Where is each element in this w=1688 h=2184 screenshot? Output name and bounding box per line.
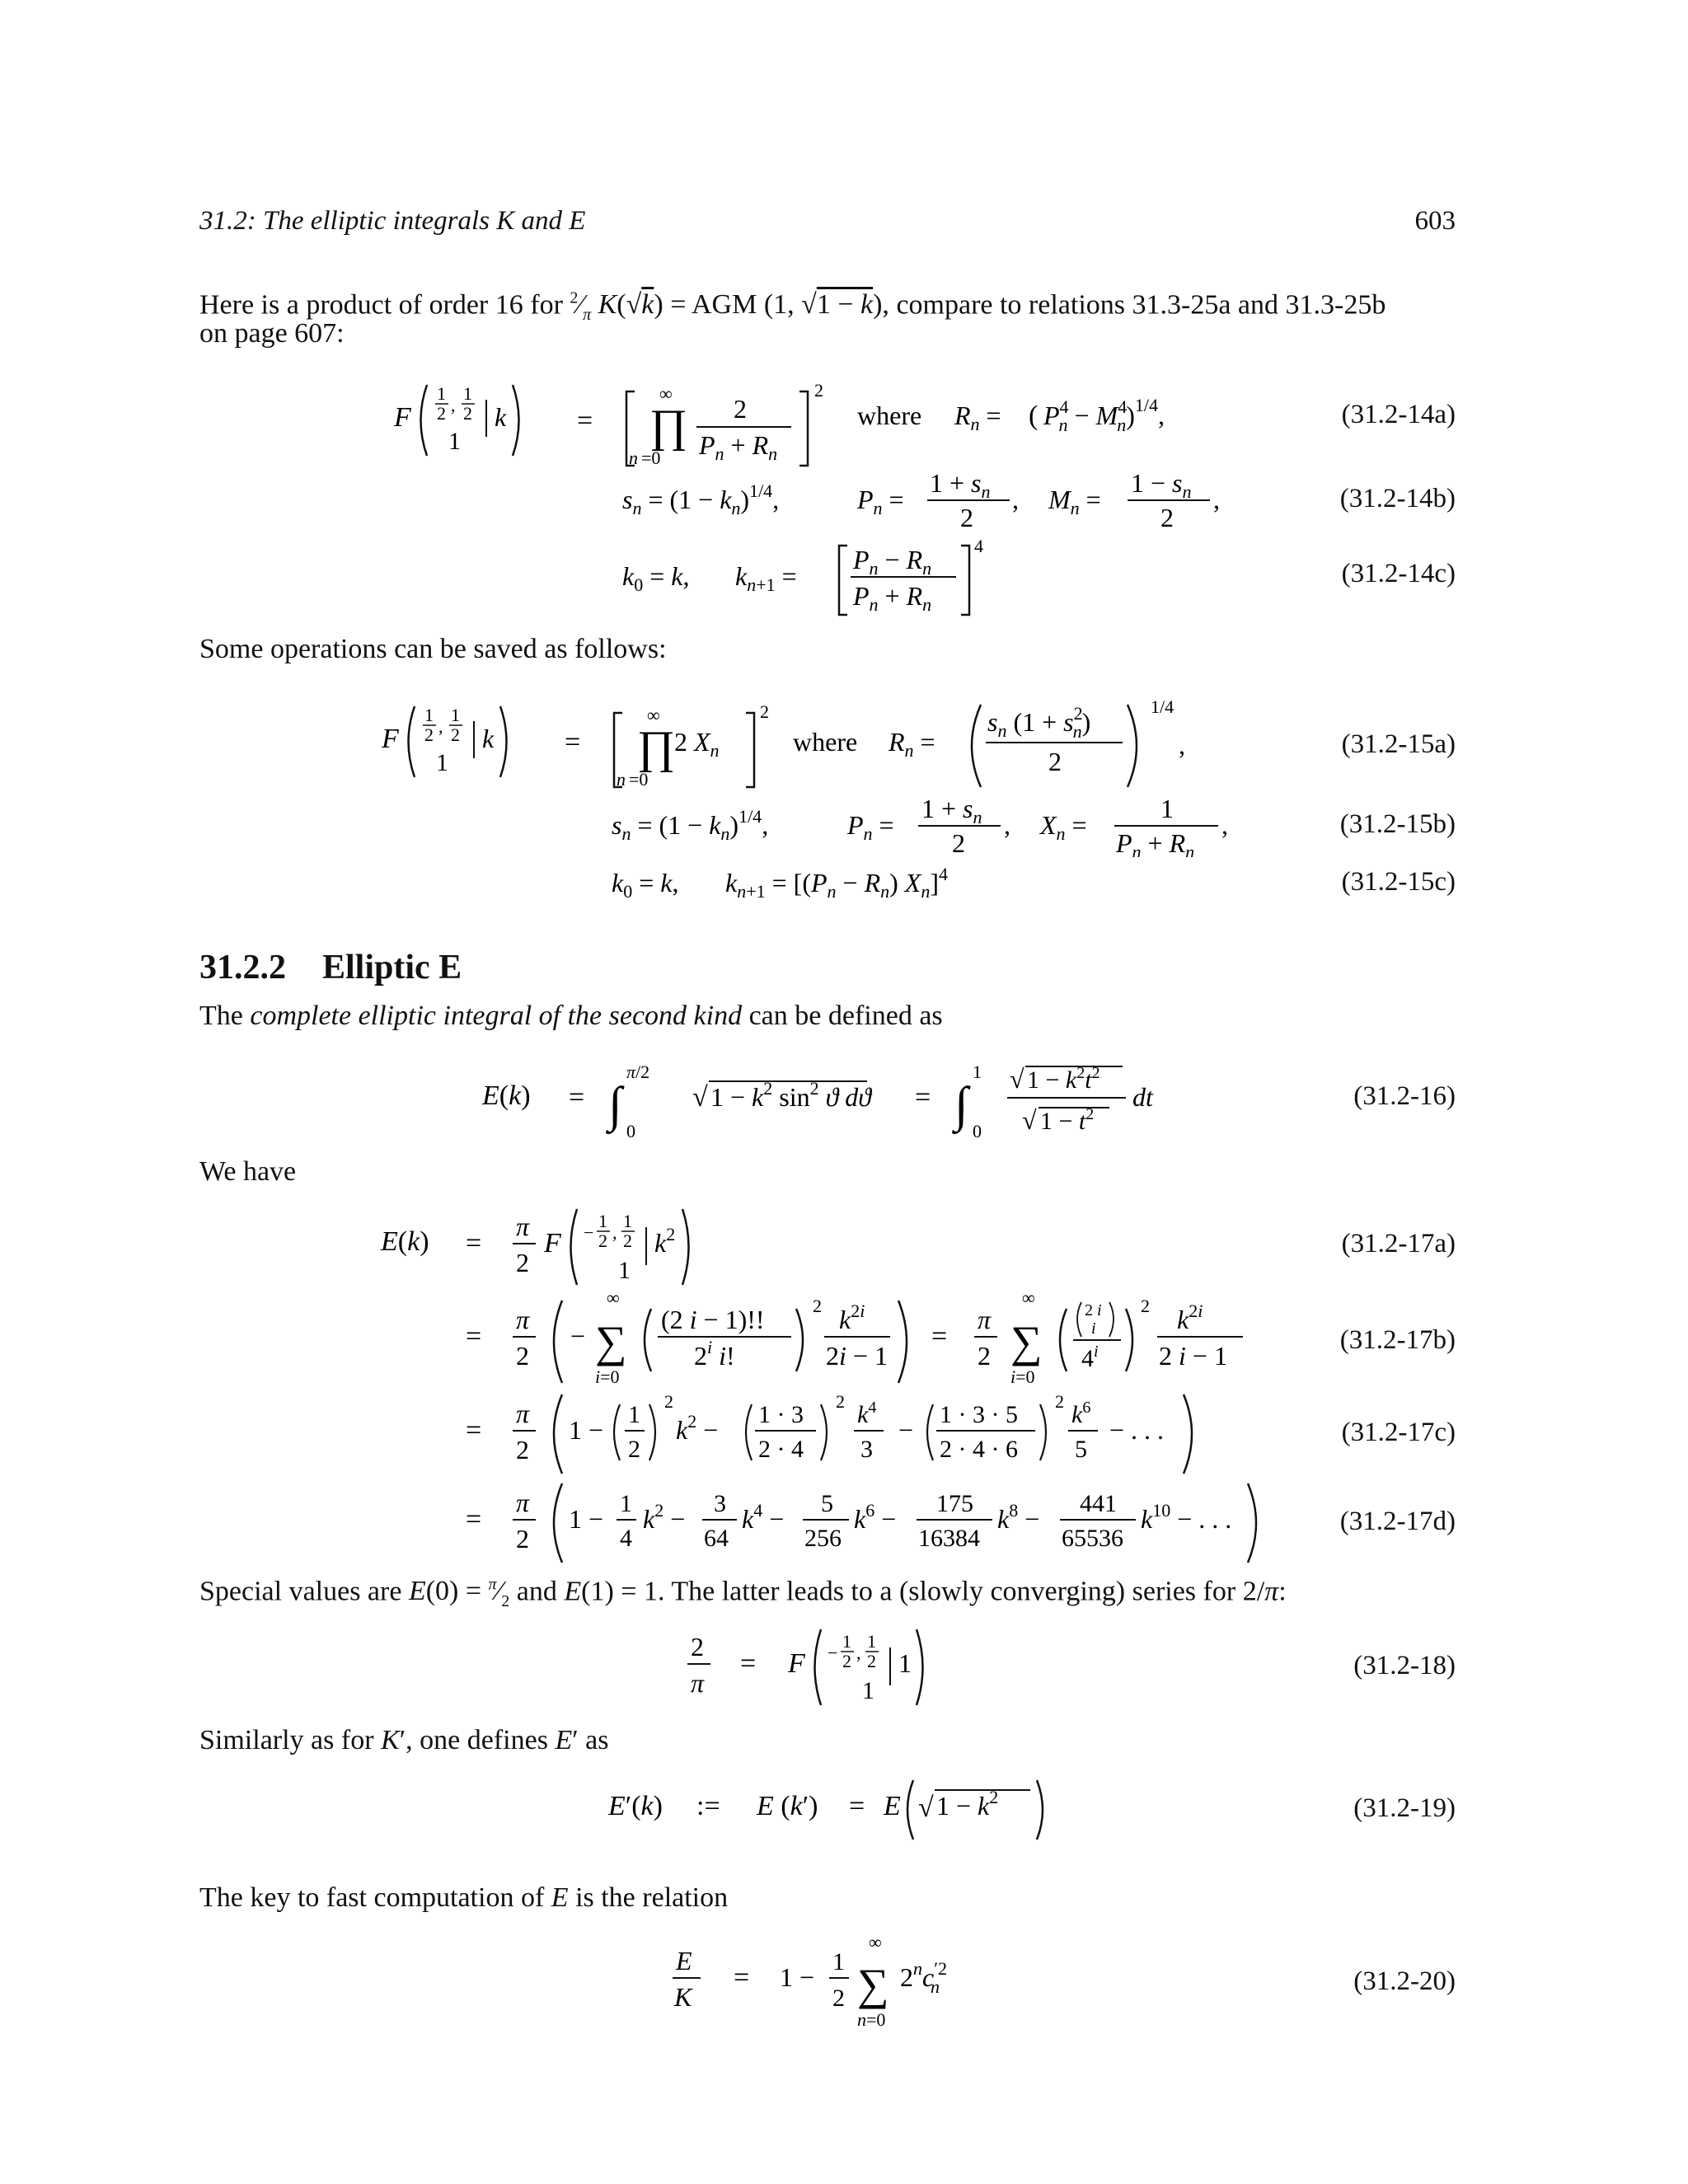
svg-text:2: 2 bbox=[836, 1391, 845, 1412]
equation-17c bbox=[0, 1386, 1688, 1477]
svg-text:2nc′2n: $2^nc^{'2}$ n bbox=[900, 1958, 948, 1997]
svg-text:2: 2 bbox=[813, 1296, 822, 1316]
svg-text:2: 2 bbox=[516, 1248, 529, 1277]
svg-text:3: 3 bbox=[714, 1490, 726, 1517]
svg-text:kn+1 = [(Pn − Rn) Xn]4: $k_n+1 = [(P_n - R_n)$ $X_n]^4$ bbox=[725, 864, 948, 902]
svg-text::=: := bbox=[696, 1791, 720, 1821]
svg-text:F: F bbox=[394, 402, 411, 433]
equation-label-18: (31.2-18) bbox=[1353, 1651, 1456, 1680]
equation-15c bbox=[0, 857, 1688, 907]
svg-text:,: , bbox=[856, 1643, 861, 1663]
equation-label-15a: (31.2-15a) bbox=[1341, 729, 1456, 759]
paragraph-special-values-text-c: The latter leads to a (slowly converging) series for bbox=[671, 1576, 1236, 1607]
svg-text:k6 −: $k^6$ − bbox=[854, 1500, 897, 1534]
svg-text:k0 = k,: $k_0 = k$, bbox=[622, 561, 690, 595]
svg-text:−: − bbox=[828, 1643, 838, 1663]
inline-math-kprime: K′ bbox=[381, 1725, 406, 1755]
svg-text:,: , bbox=[451, 395, 456, 415]
svg-text:=: = bbox=[466, 1228, 482, 1258]
equation-14c bbox=[0, 536, 1688, 618]
paragraph-similarly-text-a: Similarly as for bbox=[199, 1725, 374, 1755]
svg-text:E: E bbox=[676, 1946, 692, 1975]
equation-label-20: (31.2-20) bbox=[1353, 1966, 1456, 1996]
svg-text:E′(k): E′(k) bbox=[608, 1791, 663, 1821]
svg-text:4: 4 bbox=[620, 1525, 632, 1552]
svg-text:=: = bbox=[466, 1504, 482, 1535]
equation-14b bbox=[0, 466, 1688, 532]
svg-text:kn+1 =: $k_n+1$ = bbox=[735, 561, 797, 595]
equation-label-14c: (31.2-14c) bbox=[1341, 559, 1456, 588]
svg-text:=: = bbox=[466, 1415, 482, 1446]
svg-text:1: 1 bbox=[448, 428, 461, 455]
svg-text:1: 1 bbox=[618, 1257, 631, 1284]
svg-text:−: − bbox=[570, 1321, 586, 1351]
equation-label-17b: (31.2-17b) bbox=[1339, 1325, 1456, 1355]
svg-text:Pn + Rn: $P_n + R_n$ bbox=[1116, 828, 1195, 857]
svg-text:2 i: 2 i bbox=[1085, 1301, 1102, 1319]
equation-label-19: (31.2-19) bbox=[1353, 1793, 1456, 1823]
svg-text:∞: ∞ bbox=[607, 1287, 620, 1308]
paragraph-similarly-text-c: as bbox=[585, 1725, 609, 1755]
equation-label-14b: (31.2-14b) bbox=[1339, 484, 1456, 513]
svg-text:i: i bbox=[1091, 1319, 1096, 1338]
paragraph-operations: Some operations can be saved as follows: bbox=[199, 634, 667, 664]
svg-text:2: 2 bbox=[1141, 1296, 1150, 1316]
svg-text:1: 1 bbox=[628, 1401, 640, 1428]
svg-text:sn = (1 − kn)1/4,: $s_n = (1 - k_n)^{1/4}$, bbox=[612, 806, 769, 844]
equation-label-17d: (31.2-17d) bbox=[1339, 1507, 1456, 1536]
svg-text:2: 2 bbox=[424, 724, 434, 745]
equation-label-17c: (31.2-17c) bbox=[1341, 1418, 1456, 1447]
svg-text:n: n bbox=[617, 769, 626, 790]
svg-text:=: = bbox=[466, 1321, 482, 1352]
svg-text:2 · 4: 2 · 4 bbox=[758, 1436, 804, 1463]
svg-text:dt: dt bbox=[1132, 1082, 1153, 1112]
paragraph-intro-text-b: compare to relations 31.3-25a and 31.3-25b bbox=[896, 289, 1386, 321]
svg-text:=: = bbox=[734, 1962, 750, 1993]
svg-text:2: 2 bbox=[960, 503, 973, 532]
svg-text:,: , bbox=[438, 716, 443, 737]
inline-math-eprime: E′ bbox=[555, 1725, 579, 1755]
svg-text:2i − 1: 2i − 1 bbox=[826, 1341, 888, 1371]
equation-19 bbox=[0, 1772, 1688, 1846]
svg-text:2: 2 bbox=[516, 1524, 529, 1554]
svg-text:∞: ∞ bbox=[647, 705, 660, 725]
svg-text:=: = bbox=[569, 1082, 585, 1113]
svg-text:3: 3 bbox=[860, 1436, 873, 1463]
paragraph-definition-text-a: The bbox=[199, 1001, 243, 1031]
svg-text:2: 2 bbox=[814, 380, 823, 401]
svg-text:1 + sn: $1 + s_n$ bbox=[921, 794, 982, 827]
paragraph-definition-text-b: can be defined as bbox=[748, 1001, 943, 1031]
svg-text:F: F bbox=[544, 1228, 561, 1258]
svg-text:sn (1 + s2n): $s_n$ ($1 + s^2$ n) bbox=[987, 703, 1091, 742]
svg-text:π: π bbox=[516, 1212, 530, 1241]
svg-text:2: 2 bbox=[628, 1436, 640, 1463]
svg-text:1: 1 bbox=[898, 1648, 912, 1678]
svg-text:i=0: i=0 bbox=[1010, 1366, 1035, 1387]
svg-text:1 −: 1 − bbox=[569, 1504, 604, 1534]
svg-text:k6: $k^6$ bbox=[1071, 1399, 1091, 1428]
svg-text:F: F bbox=[788, 1648, 805, 1679]
svg-text:2: 2 bbox=[691, 1632, 704, 1661]
svg-text:,: , bbox=[1179, 730, 1185, 760]
svg-text:16384: 16384 bbox=[918, 1525, 980, 1552]
equation-15b bbox=[0, 791, 1688, 857]
svg-text:E(k): E(k) bbox=[482, 1080, 531, 1111]
svg-text:∏: ∏ bbox=[649, 401, 688, 452]
svg-text:1: 1 bbox=[436, 749, 448, 776]
svg-text:=: = bbox=[849, 1791, 865, 1821]
svg-text:π: π bbox=[516, 1305, 530, 1334]
svg-text:k4: $k^4$ bbox=[857, 1399, 877, 1428]
svg-text:1: 1 bbox=[862, 1677, 874, 1704]
svg-text:i=0: i=0 bbox=[595, 1366, 620, 1387]
svg-text:2 · 4 · 6: 2 · 4 · 6 bbox=[940, 1436, 1018, 1463]
equation-label-16: (31.2-16) bbox=[1353, 1081, 1456, 1111]
svg-text:=0: =0 bbox=[629, 769, 649, 790]
svg-text:=: = bbox=[931, 1321, 948, 1352]
svg-text:K: K bbox=[674, 1982, 692, 2012]
svg-text:1: 1 bbox=[973, 1062, 982, 1082]
svg-text:E: E bbox=[884, 1791, 901, 1821]
svg-text:2: 2 bbox=[842, 1651, 851, 1671]
svg-text:2: 2 bbox=[1160, 503, 1174, 532]
paragraph-definition bbox=[199, 1000, 943, 1033]
svg-text:4: 4 bbox=[974, 536, 983, 556]
svg-text:1 − k2t2: $1 - k^2t^2$ bbox=[1027, 1064, 1100, 1094]
paragraph-special-values-text-a: Special values are bbox=[199, 1576, 402, 1607]
svg-text:Pn − Rn: $P_n - R_n$ bbox=[853, 545, 932, 579]
svg-text:∫: ∫ bbox=[608, 1077, 622, 1132]
equation-16 bbox=[0, 1055, 1688, 1146]
svg-text:−: − bbox=[898, 1415, 914, 1445]
svg-text:1 − k2: $1 - k^2$ bbox=[936, 1787, 999, 1821]
svg-text:∑: ∑ bbox=[595, 1317, 627, 1366]
svg-text:441: 441 bbox=[1080, 1490, 1117, 1517]
svg-text:,: , bbox=[1012, 485, 1019, 514]
svg-text:1: 1 bbox=[1160, 794, 1174, 823]
paragraph-key-relation bbox=[199, 1882, 728, 1915]
svg-text:√: √ bbox=[1022, 1105, 1037, 1135]
svg-text:1: 1 bbox=[451, 705, 460, 725]
equation-20 bbox=[0, 1929, 1688, 2036]
svg-text:2: 2 bbox=[516, 1435, 529, 1465]
svg-text:Pn + Rn: $P_n + R_n$ bbox=[699, 430, 778, 464]
svg-text:∑: ∑ bbox=[857, 1960, 889, 2009]
svg-text:5: 5 bbox=[1075, 1436, 1087, 1463]
svg-text:Rn =: $R_n$ = bbox=[889, 727, 935, 761]
svg-text:E (k′): E (k′) bbox=[757, 1791, 818, 1821]
svg-text:2: 2 bbox=[734, 394, 747, 424]
svg-text:1: 1 bbox=[623, 1211, 632, 1231]
svg-text:,: , bbox=[1221, 810, 1228, 840]
paragraph-special-values bbox=[199, 1568, 1287, 1618]
svg-text:2: 2 bbox=[867, 1651, 876, 1671]
paragraph-definition-emphasis: complete elliptic integral of the second kind bbox=[250, 1001, 743, 1031]
svg-text:k: k bbox=[482, 724, 495, 753]
svg-text:π: π bbox=[691, 1668, 705, 1698]
svg-text:0: 0 bbox=[973, 1121, 982, 1141]
svg-text:2: 2 bbox=[664, 1391, 673, 1412]
inline-math-2-over-pi: 2/π: bbox=[1242, 1576, 1287, 1607]
inline-math-agm: $^2⁄_\pi$ K(√k) = AGM (1, √1 − k), bbox=[570, 289, 889, 325]
paragraph-intro-line2: on page 607: bbox=[199, 318, 345, 349]
svg-text:1 · 3: 1 · 3 bbox=[758, 1401, 804, 1428]
equation-17b bbox=[0, 1286, 1688, 1393]
paragraph-key-relation-text-a: The key to fast computation of bbox=[199, 1882, 545, 1913]
svg-text:=: = bbox=[915, 1082, 931, 1113]
svg-text:1: 1 bbox=[463, 383, 472, 404]
svg-text:1: 1 bbox=[867, 1631, 876, 1652]
svg-text:,: , bbox=[1004, 810, 1010, 840]
svg-text:=: = bbox=[740, 1648, 757, 1679]
paragraph-special-values-text-b: and bbox=[516, 1576, 557, 1607]
section-heading bbox=[199, 948, 462, 987]
svg-text:2 Xn: 2 $X_n$ bbox=[674, 727, 720, 761]
paragraph-intro-text-a: Here is a product of order 16 for bbox=[199, 289, 563, 321]
inline-math-e: E bbox=[551, 1882, 569, 1913]
svg-text:2: 2 bbox=[978, 1341, 991, 1371]
svg-text:2: 2 bbox=[623, 1230, 632, 1251]
running-title: 31.2: The elliptic integrals K and E bbox=[199, 206, 586, 236]
svg-text:k10 − . . .: $k^{10}$ − . . . bbox=[1141, 1500, 1232, 1534]
svg-text:∫: ∫ bbox=[954, 1077, 968, 1132]
svg-text:175: 175 bbox=[936, 1490, 973, 1517]
svg-text:0: 0 bbox=[626, 1121, 635, 1141]
svg-text:65536: 65536 bbox=[1062, 1525, 1123, 1552]
equation-15a bbox=[0, 688, 1688, 795]
section-title: Elliptic E bbox=[322, 949, 462, 987]
svg-text:2: 2 bbox=[437, 403, 446, 424]
svg-text:2: 2 bbox=[463, 403, 472, 424]
svg-text:2: 2 bbox=[451, 724, 460, 745]
svg-text:Xn =: $X_n$ = bbox=[1040, 810, 1087, 844]
svg-text:,: , bbox=[612, 1222, 617, 1243]
svg-text:π: π bbox=[516, 1399, 530, 1428]
svg-text:1 · 3 · 5: 1 · 3 · 5 bbox=[940, 1401, 1018, 1428]
svg-text:=: = bbox=[565, 727, 581, 757]
svg-text:π: π bbox=[978, 1305, 992, 1334]
svg-text:,: , bbox=[1213, 485, 1220, 514]
svg-text:1 −: 1 − bbox=[569, 1415, 604, 1445]
equation-14a bbox=[0, 367, 1688, 474]
where-word-14a: where bbox=[857, 401, 922, 430]
equation-17a bbox=[0, 1199, 1688, 1290]
paragraph-intro bbox=[199, 282, 1386, 331]
equation-17d bbox=[0, 1475, 1688, 1566]
svg-text:5: 5 bbox=[821, 1490, 833, 1517]
svg-text:− . . .: − . . . bbox=[1109, 1415, 1165, 1445]
svg-text:(2 i − 1)!!: (2 i − 1)!! bbox=[661, 1305, 765, 1334]
svg-text:2: 2 bbox=[952, 828, 965, 857]
svg-text:2: 2 bbox=[1048, 747, 1062, 776]
svg-text:√: √ bbox=[692, 1082, 708, 1113]
svg-text:k: k bbox=[495, 402, 507, 432]
svg-text:1: 1 bbox=[424, 705, 434, 725]
svg-text:−: − bbox=[584, 1222, 594, 1243]
svg-text:1: 1 bbox=[437, 383, 446, 404]
equation-label-14a: (31.2-14a) bbox=[1341, 400, 1456, 429]
svg-text:√: √ bbox=[1010, 1064, 1025, 1094]
paragraph-similarly bbox=[199, 1724, 608, 1757]
inline-math-e0: $E(0) = ^\pi⁄_2$ bbox=[408, 1576, 510, 1611]
svg-text:(: ( bbox=[1029, 401, 1039, 431]
svg-text:Pn + Rn: $P_n + R_n$ bbox=[853, 581, 932, 615]
section-number: 31.2.2 bbox=[199, 949, 286, 987]
svg-text:4i: 4$^i$ bbox=[1081, 1343, 1099, 1372]
svg-text:F: F bbox=[382, 724, 399, 754]
svg-text:P4n − M4n)1/4,: $P^4$ $n - M^4$ n)$^{1/4}$, bbox=[1043, 395, 1165, 435]
equation-label-15b: (31.2-15b) bbox=[1339, 809, 1456, 839]
svg-text:2: 2 bbox=[598, 1230, 607, 1251]
svg-text:√: √ bbox=[918, 1793, 934, 1823]
svg-text:1 − sn: $1 - s_n$ bbox=[1131, 468, 1192, 502]
svg-text:k2 −: $k^2$ − bbox=[643, 1500, 686, 1534]
svg-text:∏: ∏ bbox=[637, 722, 676, 773]
svg-text:π: π bbox=[516, 1488, 530, 1517]
where-word-15a: where bbox=[793, 727, 858, 757]
svg-text:n=0: n=0 bbox=[857, 2009, 886, 2030]
svg-text:1: 1 bbox=[832, 1948, 845, 1975]
svg-text:1/4: 1/4 bbox=[1151, 696, 1175, 717]
svg-text:2i i!: 2$^i$ i! bbox=[694, 1337, 735, 1371]
inline-math-e1: E(1) = 1. bbox=[564, 1576, 665, 1607]
svg-text:2: 2 bbox=[1055, 1391, 1064, 1412]
svg-text:2: 2 bbox=[832, 1985, 845, 2012]
svg-text:∑: ∑ bbox=[1010, 1317, 1043, 1366]
svg-text:=0: =0 bbox=[641, 448, 661, 468]
equation-18 bbox=[0, 1619, 1688, 1710]
paragraph-key-relation-text-b: is the relation bbox=[575, 1882, 729, 1913]
paragraph-we-have: We have bbox=[199, 1156, 297, 1187]
svg-text:n: n bbox=[629, 448, 638, 468]
svg-text:64: 64 bbox=[704, 1525, 729, 1552]
svg-text:256: 256 bbox=[804, 1525, 842, 1552]
svg-text:1 + sn: $1 + s_n$ bbox=[930, 468, 991, 502]
svg-text:=: = bbox=[577, 405, 593, 436]
svg-text:k0 = k,: $k_0 = k$, bbox=[612, 868, 679, 902]
svg-text:1: 1 bbox=[620, 1490, 632, 1517]
svg-text:E(k): E(k) bbox=[381, 1226, 429, 1257]
svg-text:2: 2 bbox=[516, 1341, 529, 1371]
svg-text:1 − t2: $1 - t^2$ bbox=[1040, 1105, 1095, 1135]
svg-text:∞: ∞ bbox=[869, 1932, 882, 1952]
svg-text:Pn =: $P_n$ = bbox=[847, 810, 894, 844]
svg-text:Rn =: $R_n$ = bbox=[954, 401, 1001, 434]
svg-text:sn = (1 − kn)1/4,: $s_n = (1 - k_n)^{1/4}$, bbox=[622, 480, 780, 518]
svg-text:2: 2 bbox=[760, 701, 769, 722]
svg-text:1: 1 bbox=[598, 1211, 607, 1231]
equation-label-15c: (31.2-15c) bbox=[1341, 867, 1456, 897]
svg-text:1 − k2 sin2 ϑ dϑ: $1 - k^2$ $\sin^2 ϑ$ dϑ bbox=[710, 1078, 871, 1112]
equation-label-17a: (31.2-17a) bbox=[1341, 1229, 1456, 1258]
svg-text:∞: ∞ bbox=[1022, 1287, 1035, 1308]
svg-text:Pn =: $P_n$ = bbox=[857, 485, 904, 518]
svg-text:k8 −: $k^8$ − bbox=[997, 1500, 1040, 1534]
svg-text:∞: ∞ bbox=[659, 383, 673, 404]
page-number: 603 bbox=[1414, 206, 1456, 236]
svg-text:k2i: $k^{2i}$ bbox=[1177, 1301, 1203, 1334]
svg-text:k2 −: $k^2$ − bbox=[676, 1411, 719, 1445]
svg-text:k4 −: $k^4$ − bbox=[742, 1500, 785, 1534]
svg-text:1: 1 bbox=[842, 1631, 851, 1652]
svg-text:Mn =: $M_n$ = bbox=[1048, 485, 1101, 518]
svg-text:2 i − 1: 2 i − 1 bbox=[1159, 1341, 1227, 1371]
svg-text:1 −: 1 − bbox=[780, 1962, 815, 1992]
svg-text:k2i: $k^{2i}$ bbox=[839, 1301, 865, 1334]
paragraph-similarly-text-b: , one defines bbox=[406, 1725, 548, 1755]
svg-text:π/2: π/2 bbox=[626, 1062, 650, 1082]
svg-text:k2: $k^2$ bbox=[654, 1224, 676, 1258]
